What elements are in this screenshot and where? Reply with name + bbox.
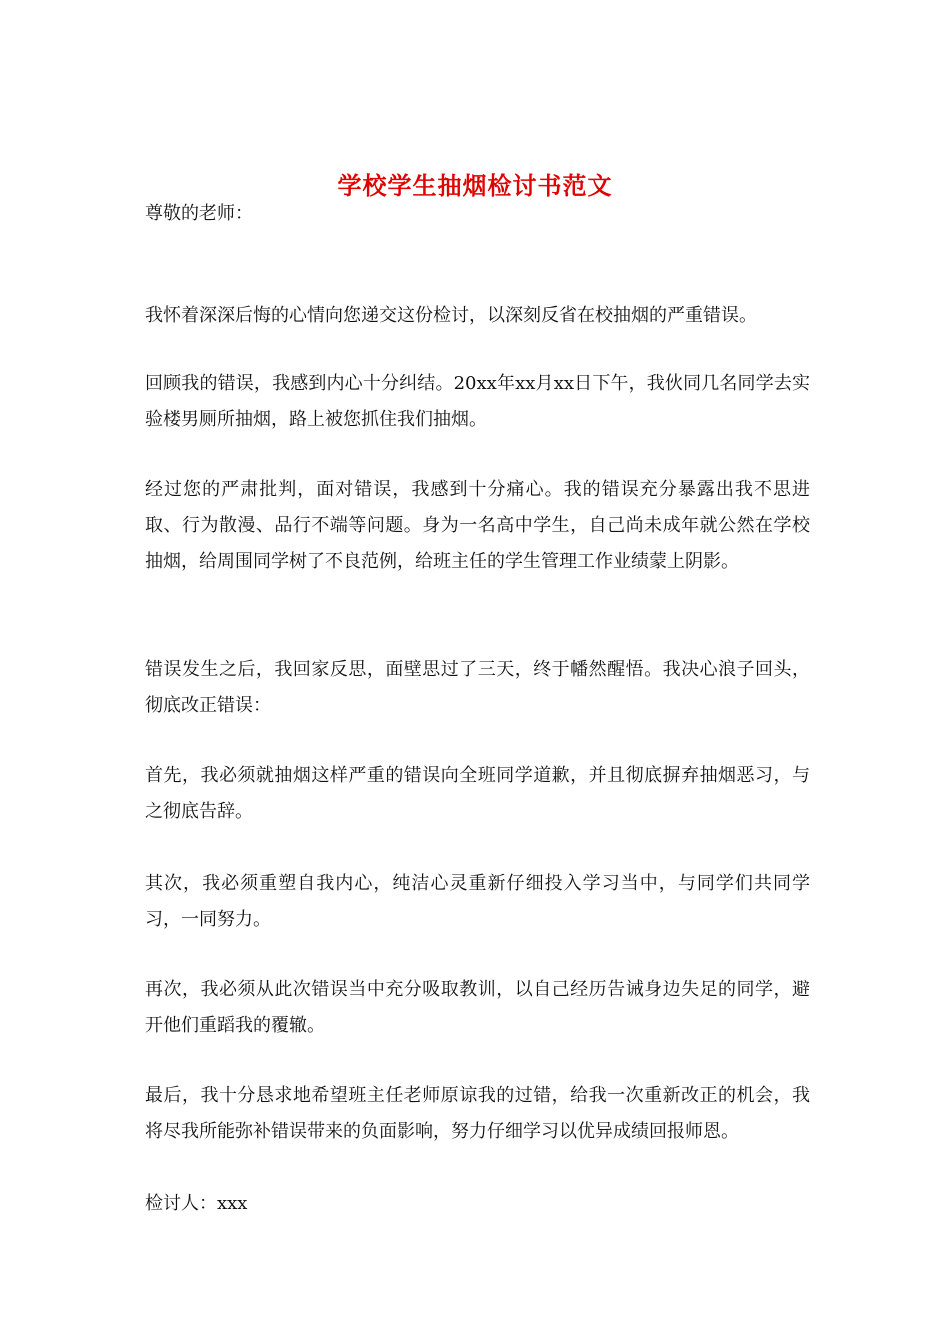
paragraph-8: 最后，我十分恳求地希望班主任老师原谅我的过错，给我一次重新改正的机会，我将尽我所能弥补错误带来的负面影响，努力仔细学习以优异成绩回报师恩。 (145, 1085, 810, 1142)
signature: 检讨人：xxx (145, 1193, 248, 1214)
paragraph-3: 经过您的严肃批判，面对错误，我感到十分痛心。我的错误充分暴露出我不思进取、行为散漫、品行不端等问题。身为一名高中学生，自己尚未成年就公然在学校抽烟，给周围同学树了不良范例，给班主任的学生管理工作业绩蒙上阴影。 (145, 479, 810, 572)
greeting: 尊敬的老师： (145, 203, 253, 224)
paragraph-1: 我怀着深深后悔的心情向您递交这份检讨，以深刻反省在校抽烟的严重错误。 (145, 305, 757, 326)
paragraph-5: 首先，我必须就抽烟这样严重的错误向全班同学道歉，并且彻底摒弃抽烟恶习，与之彻底告辞。 (145, 765, 810, 822)
document-title: 学校学生抽烟检讨书范文 (337, 171, 613, 201)
paragraph-7: 再次，我必须从此次错误当中充分吸取教训，以自己经历告诫身边失足的同学，避开他们重蹈我的覆辙。 (145, 979, 810, 1036)
paragraph-6: 其次，我必须重塑自我内心，纯洁心灵重新仔细投入学习当中，与同学们共同学习，一同努力。 (145, 873, 810, 930)
paragraph-4: 错误发生之后，我回家反思，面壁思过了三天，终于幡然醒悟。我决心浪子回头，彻底改正错误： (145, 659, 810, 716)
paragraph-2: 回顾我的错误，我感到内心十分纠结。20xx年xx月xx日下午，我伙同几名同学去实验楼男厕所抽烟，路上被您抓住我们抽烟。 (145, 373, 810, 430)
